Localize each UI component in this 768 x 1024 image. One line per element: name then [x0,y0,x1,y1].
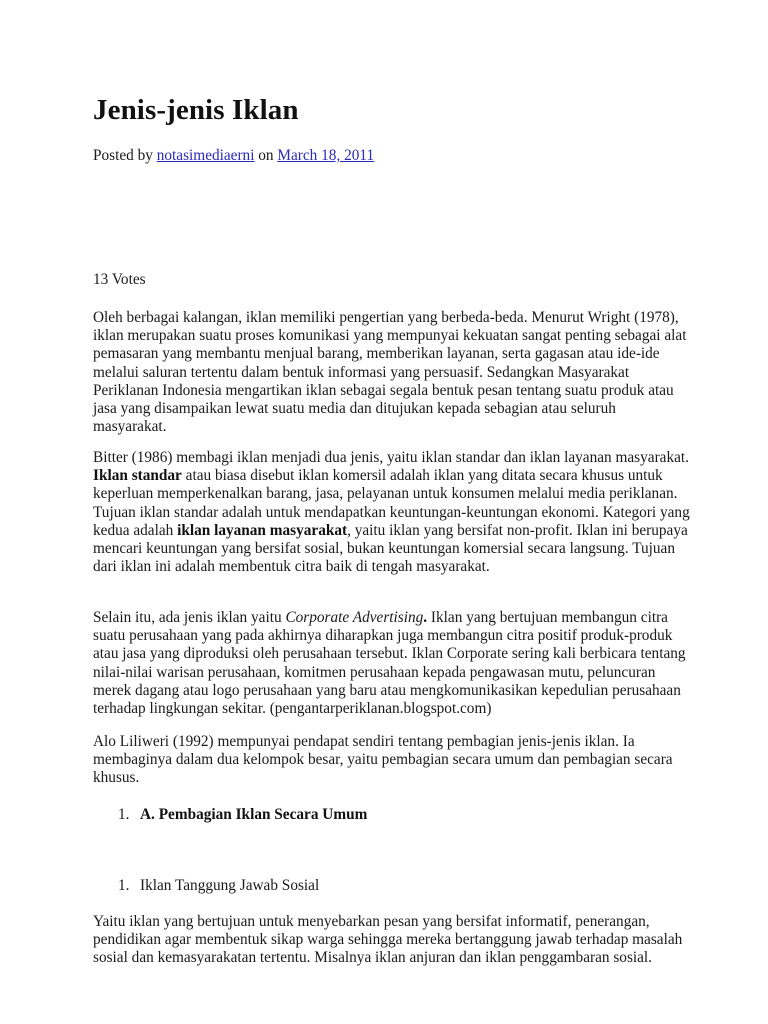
paragraph-tanggung-jawab: Yaitu iklan yang bertujuan untuk menyebarkan pesan yang bersifat informatif, penerangan, pendidikan agar membentuk sikap warga sehingga mereka bertanggung jawab terhadap masalah sosial dan kemasyarakatan tertentu. Misalnya iklan anjuran dan iklan penggambaran sosial. [93,913,683,967]
article-byline [93,147,374,165]
votes-count: 13 Votes [93,271,146,288]
paragraph-definition: Oleh berbagai kalangan, iklan memiliki pengertian yang berbeda-beda. Menurut Wright (1978), iklan merupakan suatu proses komunikasi yang mempunyai kekuatan sangat penting sebagai alat pemasaran yang membantu menjual barang, memberikan layanan, serta gagasan atau ide-ide melalui saluran tertentu dalam bentuk informasi yang persuasif. Sedangkan Masyarakat Periklanan Indonesia mengartikan iklan sebagai segala bentuk pesan tentang suatu produk atau jasa yang disampaikan lewat suatu media dan ditujukan kepada sebagian atau seluruh masyarakat. [93,309,687,436]
list-label: Iklan Tanggung Jawab Sosial [140,877,320,894]
term-iklan-standar: Iklan standar [93,467,182,485]
p2-text-a: Bitter (1986) membagi iklan menjadi dua jenis, yaitu iklan standar dan iklan layanan masyarakat. [93,449,689,466]
term-iklan-layanan-masyarakat: iklan layanan masyarakat [177,521,348,539]
article-title: Jenis-jenis Iklan [93,94,299,126]
p3-text-a: Selain itu, ada jenis iklan yaitu [93,609,286,626]
p2-text-e: , yaitu iklan yang bersifat non-profit. Iklan ini berupaya mencari keuntungan yang bersifat sosial, bukan keuntungan komersial secara langsung. Tujuan dari iklan ini adalah membentuk citra baik di tengah masyarakat. [93,521,688,576]
list-number: 1. [118,877,130,894]
list-number: 1. [118,806,130,823]
byline-middle: on [254,147,278,164]
paragraph-bitter [93,449,693,576]
p3-text-d: Iklan yang bertujuan membangun citra suatu perusahaan yang pada akhirnya diharapkan juga membangun citra positif produk-produk atau jasa yang diproduksi oleh perusahaan tersebut. Iklan Corporate sering kali berbicara tentang nilai-nilai warisan perusahaan, komitmen perusahaan kepada pengawasan mutu, peluncuran merek dagang atau logo perusahaan yang baru atau mengkomunikasikan kepedulian perusahaan terhadap lingkungan sekitar. (pengantarperiklanan.blogspot.com) [93,609,686,718]
paragraph-corporate [93,609,693,718]
date-link[interactable]: March 18, 2011 [277,147,375,164]
p3-bold-period: . [423,609,428,626]
p2-text-c: atau biasa disebut iklan komersil adalah iklan yang ditata secara khusus untuk keperluan memperkenalkan barang, jasa, pelayanan untuk konsumen melalui media periklanan. Tujuan iklan standar adalah untuk mendapatkan keuntungan-keuntungan ekonomi. Kategori yang kedua adalah [93,467,690,539]
list-item-tanggung-jawab-sosial [118,877,319,895]
paragraph-liliweri: Alo Liliweri (1992) mempunyai pendapat sendiri tentang pembagian jenis-jenis iklan. Ia membaginya dalam dua kelompok besar, yaitu pembagian secara umum dan pembagian secara khusus. [93,733,673,787]
byline-prefix: Posted by [93,147,157,164]
term-corporate-advertising: Corporate Advertising [285,609,424,626]
list-item-pembagian-umum [118,806,367,824]
list-label: A. Pembagian Iklan Secara Umum [140,806,368,823]
author-link[interactable]: notasimediaerni [156,147,255,164]
